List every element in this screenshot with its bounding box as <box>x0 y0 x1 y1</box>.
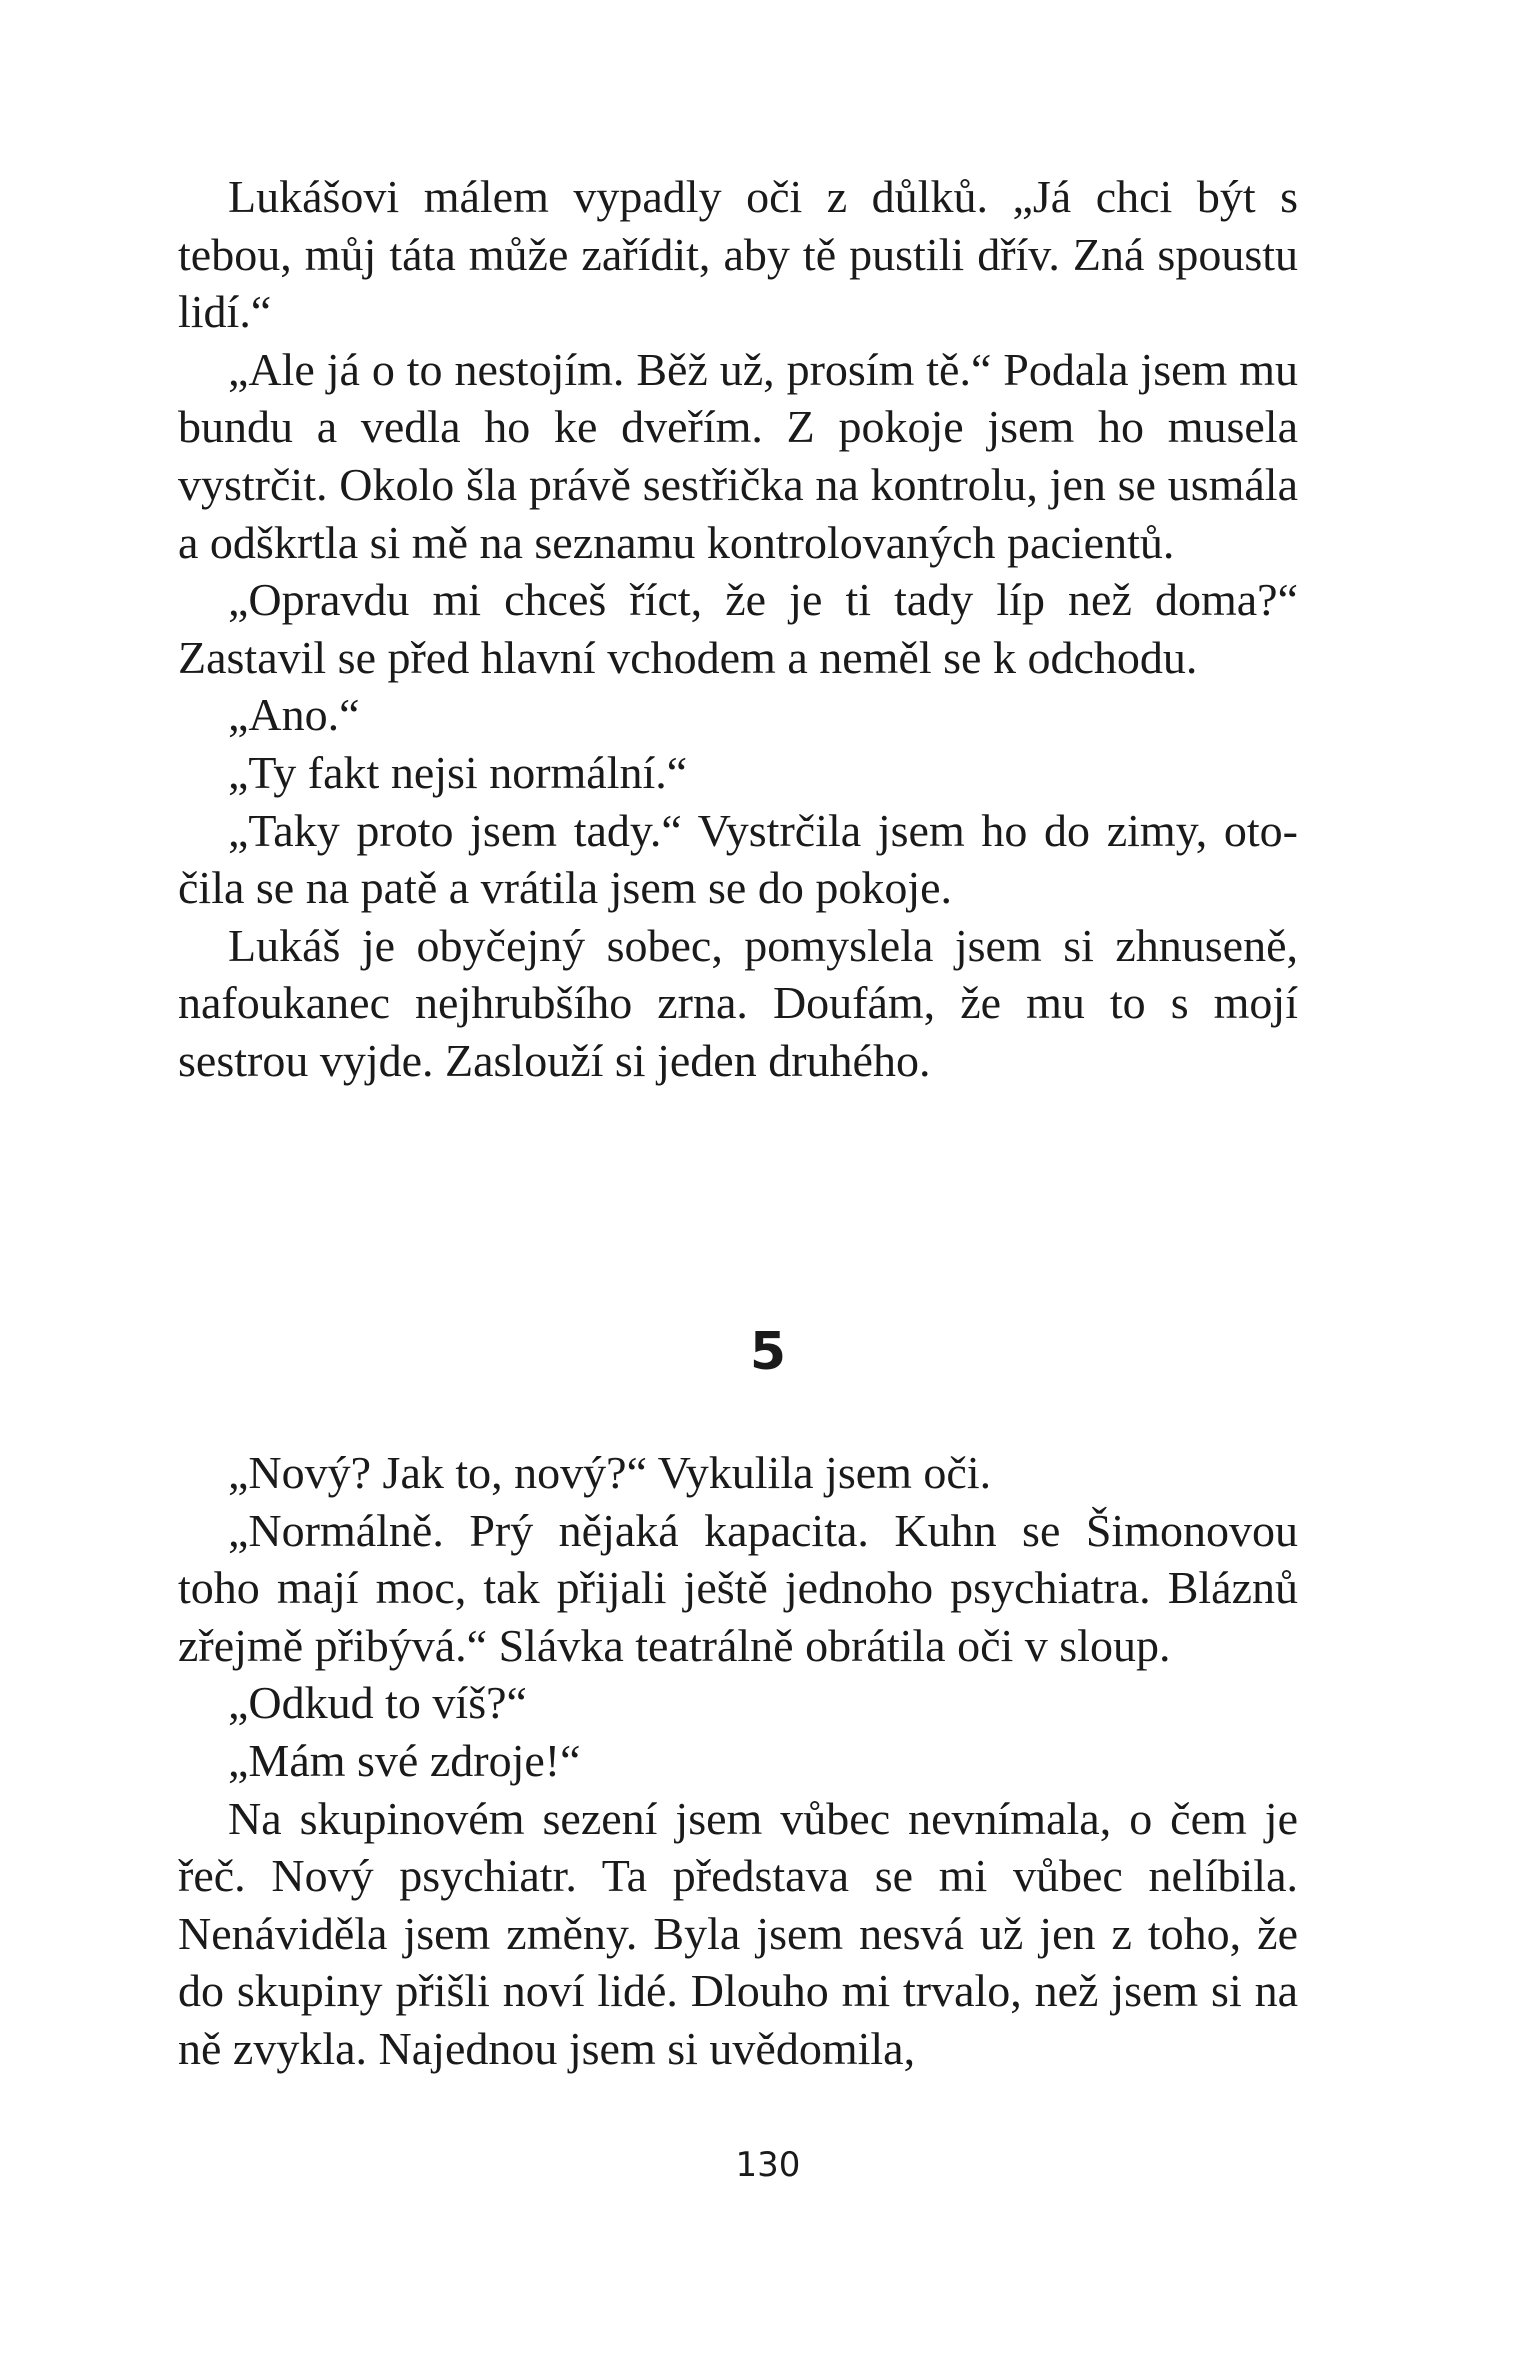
paragraph: „Odkud to víš?“ <box>228 1677 527 1729</box>
paragraph: „Taky proto jsem tady.“ Vystrčila jsem ho do zimy, otočila se na patě a vrátila jsem se do pokoje. <box>178 804 1298 914</box>
paragraph: „Ano.“ <box>228 689 360 741</box>
paragraph: „Opravdu mi chceš říct, že je ti tady líp než doma?“ Zastavil se před hlavní vchodem a neměl se k odchodu. <box>178 574 1298 683</box>
paragraph: Lukáš je obyčejný sobec, pomyslela jsem si zhnuseně, nafoukanec nejhrubšího zrna. Doufám, že mu to s mojí sestrou vyjde. Zaslouží si jeden druhého. <box>178 919 1298 1086</box>
text-section-before-chapter <box>178 168 1298 1090</box>
paragraph: „Normálně. Prý nějaká kapacita. Kuhn se Šimonovou toho mají moc, tak přijali ještě jednoho psychiatra. Bláznů zřejmě přibývá.“ Slávka teatrálně obrátila oči v sloup. <box>178 1504 1298 1671</box>
paragraph: Lukášovi málem vypadly oči z důlků. „Já chci být s tebou, můj táta může zařídit, aby tě pustili dřív. Zná spoustu lidí.“ <box>178 171 1298 338</box>
paragraph: „Ty fakt nejsi normální.“ <box>228 746 688 798</box>
page-number: 130 <box>735 2145 801 2185</box>
text-section-after-chapter <box>178 1444 1298 2078</box>
paragraph: „Ale já o to nestojím. Běž už, prosím tě.“ Podala jsem mu bundu a vedla ho ke dveřím. Z pokoje jsem ho musela vystrčit. Okolo šla právě sestřička na kontrolu, jen se usmála a odškrtla si mě na seznamu kontrolovaných pacientů. <box>178 343 1298 568</box>
paragraph: „Mám své zdroje!“ <box>228 1734 581 1786</box>
paragraph: Na skupinovém sezení jsem vůbec nevnímala, o čem je řeč. Nový psychiatr. Ta představa se mi vůbec nelíbila. Nenáviděla jsem změny. Byla jsem nesvá už jen z toho, že do skupiny přišli noví lidé. Dlouho mi trvalo, než jsem si na ně zvykla. Najednou jsem si uvědomila, <box>178 1792 1298 2074</box>
paragraph: „Nový? Jak to, nový?“ Vykulila jsem oči. <box>228 1447 992 1498</box>
chapter-number: 5 <box>749 1322 787 1382</box>
